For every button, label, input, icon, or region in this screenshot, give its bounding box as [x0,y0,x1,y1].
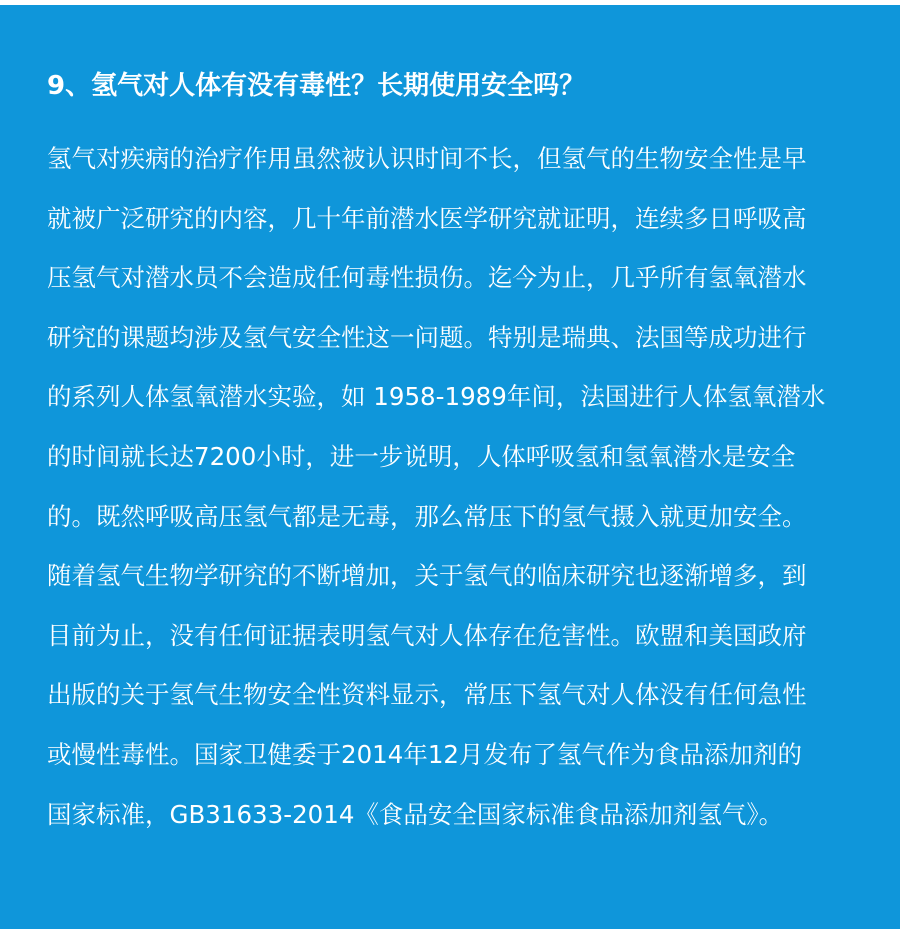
text-line: 氢气对疾病的治疗作用虽然被认识时间不长，但氢气的生物安全性是早 [47,144,807,173]
text-line: 就被广泛研究的内容，几十年前潜水医学研究就证明，连续多日呼吸高 [47,203,807,233]
content-panel [0,5,900,929]
text-line: 研究的课题均涉及氢气安全性这一问题。特别是瑞典、法国等成功进行 [47,322,807,352]
text-line: 的时间就长达7200小时，进一步说明，人体呼吸氢和氢氧潜水是安全 [47,441,796,471]
text-line: 的系列人体氢氧潜水实验，如 1958-1989年间，法国进行人体氢氧潜水 [47,382,826,412]
page-title: 9、氢气对人体有没有毒性？长期使用安全吗？ [47,71,586,101]
text-line: 的。既然呼吸高压氢气都是无毒，那么常压下的氢气摄入就更加安全。 [47,501,807,531]
text-line: 随着氢气生物学研究的不断增加，关于氢气的临床研究也逐渐增多，到 [47,561,807,591]
article-body [47,129,862,844]
text-line: 国家标准，GB31633-2014《食品安全国家标准食品添加剂氢气》。 [47,799,784,829]
text-line: 出版的关于氢气生物安全性资料显示，常压下氢气对人体没有任何急性 [47,680,807,710]
text-line: 压氢气对潜水员不会造成任何毒性损伤。迄今为止，几乎所有氢氧潜水 [47,263,807,293]
text-line: 目前为止，没有任何证据表明氢气对人体存在危害性。欧盟和美国政府 [47,620,807,650]
text-line: 或慢性毒性。国家卫健委于2014年12月发布了氢气作为食品添加剂的 [47,739,803,769]
